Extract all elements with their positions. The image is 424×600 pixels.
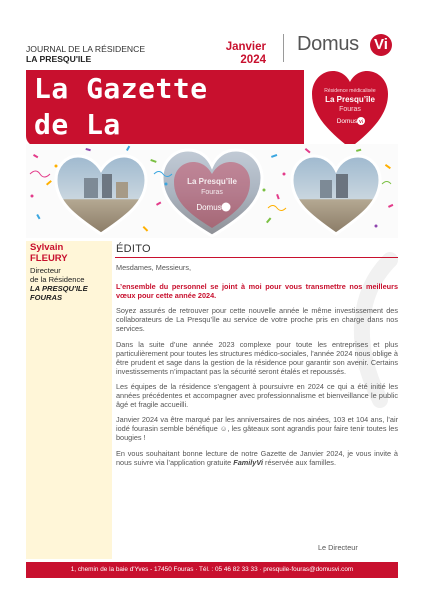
contact-footer: 1, chemin de la baie d'Yves - 17450 Fouras · Tél. : 05 46 82 33 33 · presquile-fouras@domusvi.com <box>26 562 398 578</box>
gazette-title-line2: de La <box>34 108 121 141</box>
edito-paragraph-5-text: En vous souhaitant bonne lecture de notre Gazette de Janvier 2024, je vous invite à nous suivre via l’application gratuite <box>116 448 398 467</box>
confetti-photo-strip <box>26 144 398 238</box>
heart-logo-place: Fouras <box>339 106 361 113</box>
edito-paragraph-4: Janvier 2024 va être marqué par les anniversaires de nos ainées, 103 et 104 ans, l’air iodé fourasin semble bénéfique ☺, les gâteaux sont agrandis pour faire tenir toutes les bougies ! <box>116 415 398 443</box>
domusvi-logo-mark: Vi <box>370 34 392 56</box>
photo-hearts <box>26 144 398 238</box>
edito-paragraph-3: Les équipes de la résidence s’engagent à poursuivre en 2024 ce qui a été initié les années précédentes et accompagner avec professionnalisme et bienveillance le public âgé et fragile accueilli. <box>116 381 398 410</box>
author-first-name: Sylvain <box>30 242 64 253</box>
edito-paragraph-2: Dans la suite d’une année 2023 complexe pour toute les entreprises et plus particulièrement pour toutes les structures médico-sociales, l’année 2024 nous oblige à être prudent et sage dans la gestion de la résidence pour garantir son avenir. Certains investissements n’impactant pas la sécurité seront étalés et repoussés. <box>116 339 398 376</box>
beach-photo-heart-right <box>292 156 380 234</box>
journal-label: JOURNAL DE LA RÉSIDENCE <box>26 44 146 54</box>
edito-greeting: Mesdames, Messieurs, <box>116 263 192 272</box>
domusvi-logo: Domus <box>297 33 359 55</box>
edito-signature: Le Directeur <box>318 543 358 552</box>
center-heart-place: Fouras <box>201 189 223 196</box>
gazette-title-line1: La Gazette <box>34 72 208 105</box>
edito-rule <box>115 257 398 258</box>
edito-paragraph-1: Soyez assurés de retrouver pour cette nouvelle année le même investissement des collaborateurs de La Presqu’île au service de votre proche pris en charge dans nos services. <box>116 306 398 334</box>
author-last-name: FLEURY <box>30 252 68 264</box>
gazette-title-band <box>26 70 304 146</box>
author-role-line1: Directeur <box>30 266 61 275</box>
residence-photo-heart-center <box>162 150 262 236</box>
issue-year: 2024 <box>240 54 266 66</box>
author-role-line4: FOURAS <box>30 293 63 302</box>
author-name <box>30 243 68 264</box>
header-divider <box>283 34 284 62</box>
edito-paragraph-5 <box>116 449 398 467</box>
edito-body <box>116 263 398 473</box>
edito-lead: L’ensemble du personnel se joint à moi pour vous transmettre nos meilleurs vœux pour cette année 2024. <box>116 282 398 301</box>
familyvi-app-name: FamilyVi <box>233 457 263 467</box>
edito-paragraph-5-end: réservée aux familles. <box>262 457 336 467</box>
heart-logo-brand: Domus <box>336 118 358 125</box>
residence-heart-logo <box>310 68 390 150</box>
center-heart-brand: Domus <box>196 203 222 212</box>
edito-heading: ÉDITO <box>116 243 151 255</box>
author-role-line2: de la Résidence <box>30 275 85 284</box>
issue-month: Janvier <box>225 41 266 53</box>
heart-logo-name: La Presqu’île <box>325 95 375 104</box>
heart-logo-brand-mark: Vi <box>359 119 363 124</box>
author-role-line3: LA PRESQU'ILE <box>30 284 88 293</box>
issue-date <box>212 41 266 67</box>
heart-logo-subtitle: Résidence médicalisée <box>324 88 376 94</box>
residence-name: LA PRESQU'ILE <box>26 54 92 64</box>
journal-heading <box>26 44 145 64</box>
beach-photo-heart-left <box>56 156 146 234</box>
center-heart-name: La Presqu’île <box>187 177 237 186</box>
author-role <box>30 266 110 302</box>
